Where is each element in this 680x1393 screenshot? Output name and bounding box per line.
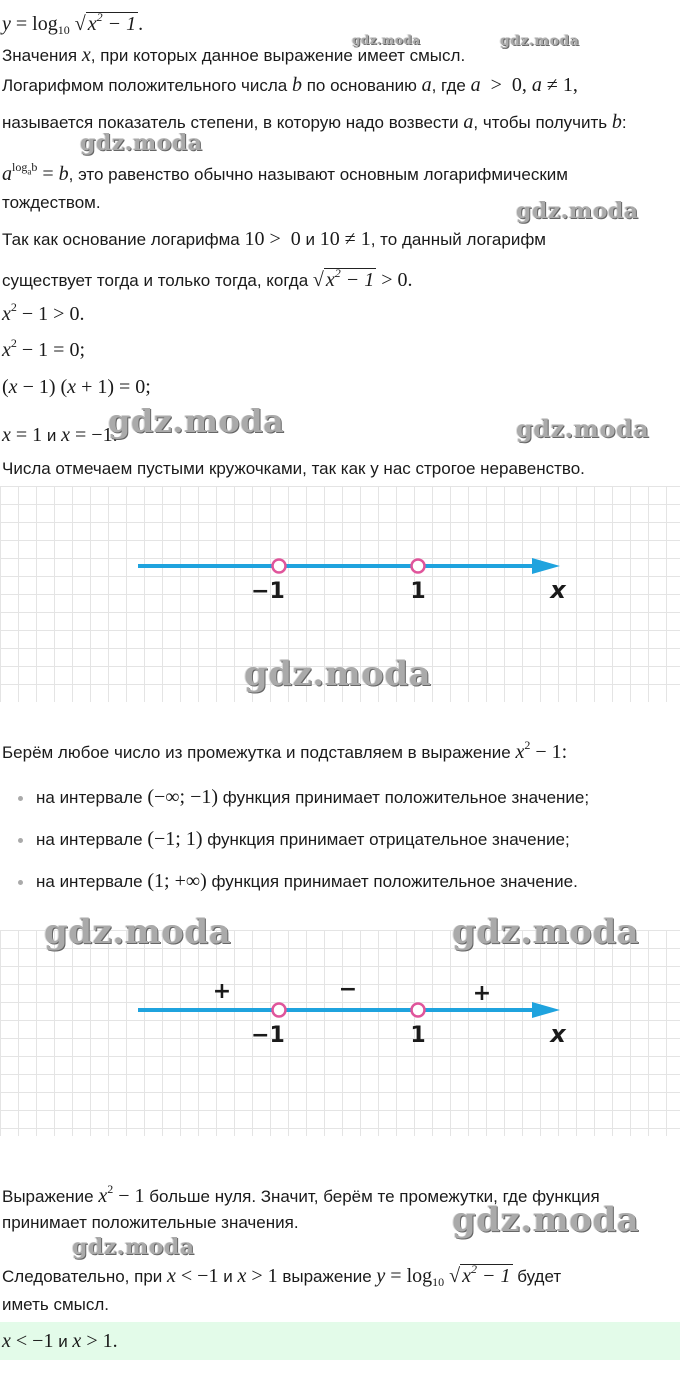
factored-line: (x − 1) (x + 1) = 0; <box>2 376 151 398</box>
watermark: gdz.moda <box>44 912 232 952</box>
watermark: gdz.moda <box>516 414 650 443</box>
answer-box <box>0 1322 680 1360</box>
base-condition-line: Так как основание логарифма 10 > 0 и 10 ≠ 1, то данный логарифм <box>2 228 546 250</box>
domain-text: Значения x, при которых данное выражение имеет смысл. <box>2 44 466 66</box>
number-line-2 <box>0 930 680 1136</box>
roots-line: x = 1 и x = −1. <box>2 424 118 446</box>
function-formula: $y = \log_{10}$ √ $x^2 - 1$ . <box>2 10 144 37</box>
inequality-line: $x^2 - 1 > 0$. <box>2 300 85 325</box>
conclusion-line-2: иметь смысл. <box>2 1295 109 1314</box>
conclusion-line: Следовательно, при x < −1 и x > 1 выражение $y = \log_{10}$ √ $x^2 - 1$ будет <box>2 1262 562 1289</box>
sign-right: + <box>472 981 492 1006</box>
watermark: gdz.moda <box>108 402 285 440</box>
strict-inequality-note: Числа отмечаем пустыми кружочками, так как у нас строгое неравенство. <box>2 459 585 478</box>
sign-left: + <box>212 979 232 1004</box>
positive-expression-line: Выражение $x^2 - 1$ больше нуля. Значит, берём те промежутки, где функция <box>2 1182 600 1207</box>
watermark: gdz.moda <box>72 1234 195 1260</box>
watermark: gdz.moda <box>244 654 432 694</box>
definition-line-3: $a^{log_ab} = b$, это равенство обычно называют основным логарифмическим <box>2 160 568 185</box>
watermark: gdz.moda <box>500 33 580 49</box>
definition-line-1: Логарифмом положительного числа b по основанию a, где a > 0, a ≠ 1, <box>2 74 578 96</box>
list-item: на интервале (−1; 1) функция принимает отрицательное значение; <box>0 828 589 850</box>
axis-label-x: x <box>550 576 566 604</box>
watermark: gdz.moda <box>452 1200 640 1240</box>
list-item: на интервале (−∞; −1) функция принимает положительное значение; <box>0 786 589 808</box>
axis-arrow <box>532 1002 560 1018</box>
axis-arrow <box>532 558 560 574</box>
existence-line: существует тогда и только тогда, когда √ $x^2 - 1 > 0$. <box>2 266 413 291</box>
point-one <box>412 1004 425 1017</box>
positive-values-line: принимает положительные значения. <box>2 1213 299 1232</box>
point-minus-one <box>273 1004 286 1017</box>
point-minus-one <box>273 560 286 573</box>
point-one <box>412 560 425 573</box>
equation-line: $x^2 - 1 = 0$; <box>2 336 86 361</box>
substitute-line: Берём любое число из промежутка и подставляем в выражение $x^2 - 1$: <box>2 738 568 763</box>
definition-line-2: называется показатель степени, в которую надо возвести a, чтобы получить b: <box>2 111 627 133</box>
watermark: gdz.moda <box>452 912 640 952</box>
watermark: gdz.moda <box>516 198 639 224</box>
axis-label-x: x <box>550 1020 566 1048</box>
answer-text: x < −1 и x > 1. <box>2 1330 118 1352</box>
label-minus-one: −1 <box>251 579 285 604</box>
watermark: gdz.moda <box>352 33 421 47</box>
label-one: 1 <box>410 1023 426 1048</box>
label-one: 1 <box>410 579 426 604</box>
definition-line-4: тождеством. <box>2 193 101 212</box>
sign-middle: − <box>338 977 358 1002</box>
list-item: на интервале (1; +∞) функция принимает положительное значение. <box>0 870 589 892</box>
label-minus-one: −1 <box>251 1023 285 1048</box>
interval-list <box>0 786 589 892</box>
number-line-2-grid <box>0 930 680 1136</box>
watermark: gdz.moda <box>80 130 203 156</box>
